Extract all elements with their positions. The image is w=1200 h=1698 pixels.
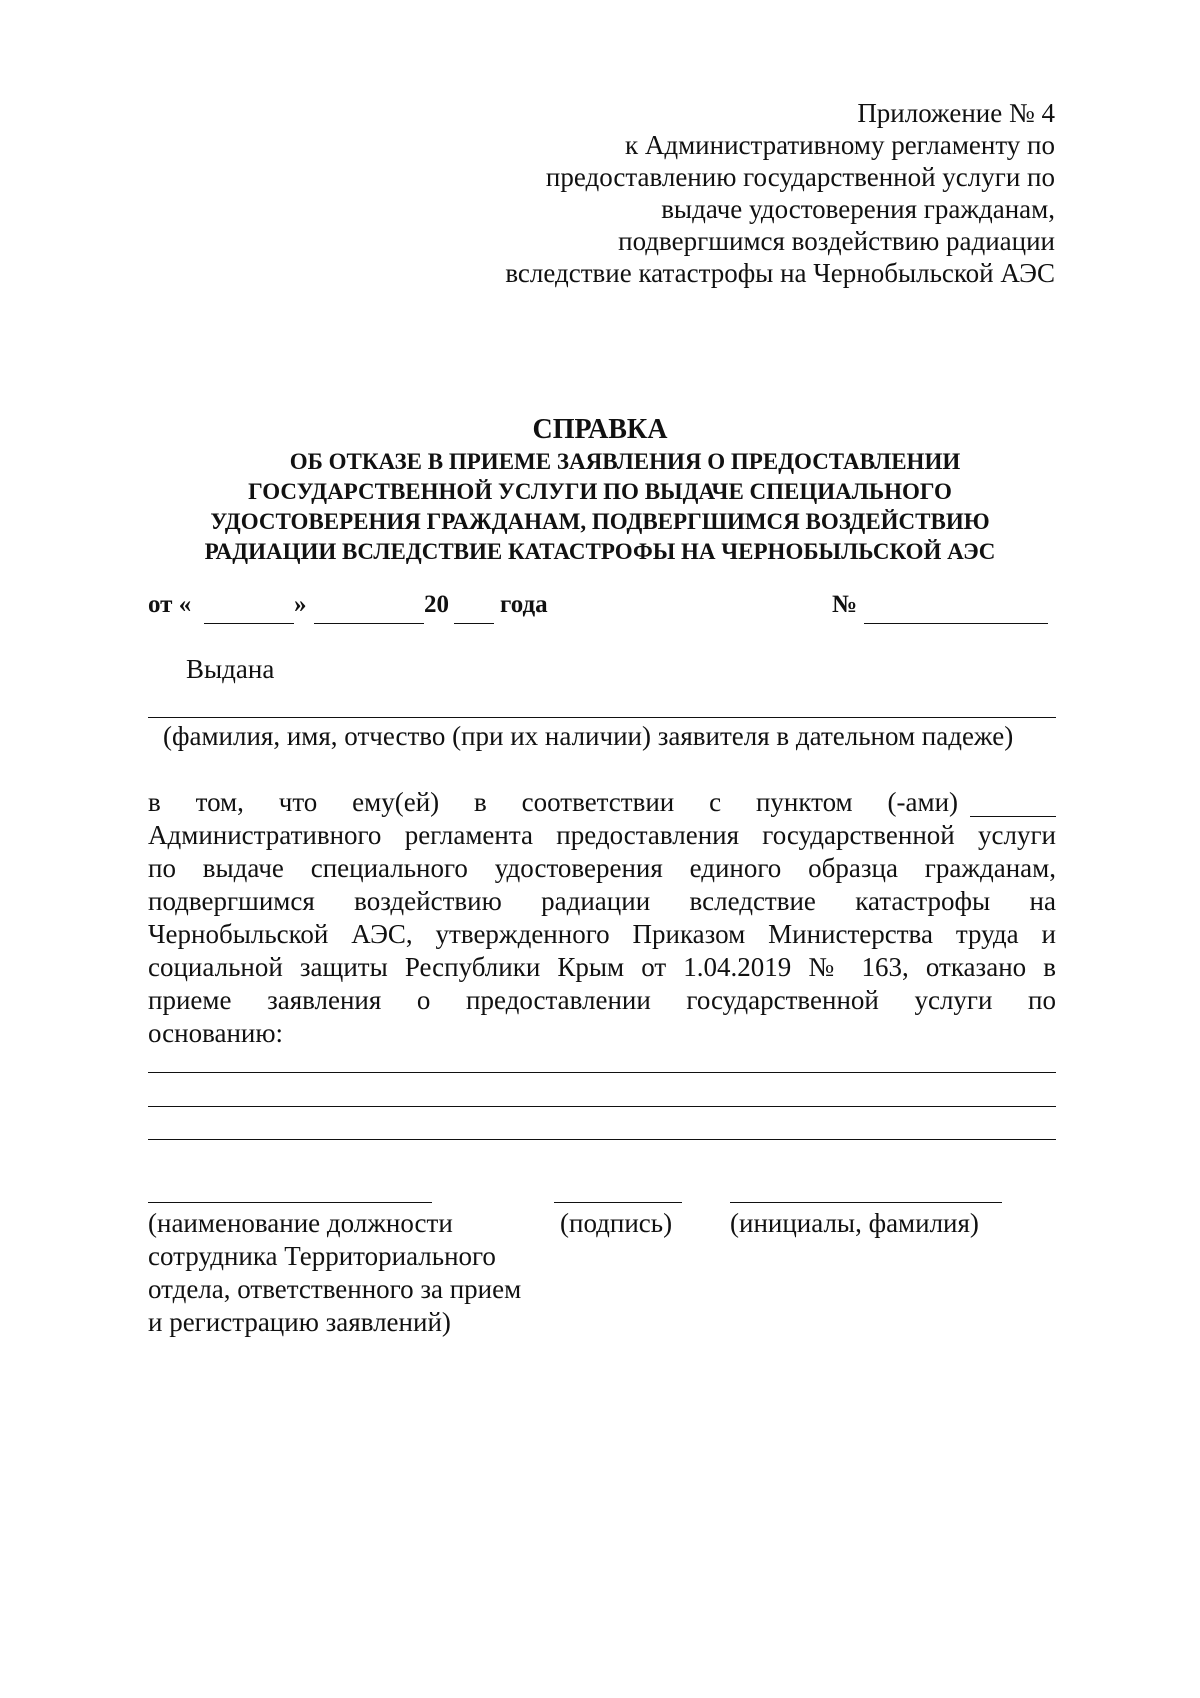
year-prefix: 20: [424, 591, 449, 618]
year-suffix: года: [500, 591, 548, 618]
position-field[interactable]: [148, 1202, 432, 1203]
reason-line-1[interactable]: [148, 1072, 1056, 1073]
body-word: с: [709, 787, 722, 817]
body-word: что: [278, 787, 318, 817]
title-line-1: ОБ ОТКАЗЕ В ПРИЕМЕ ЗАЯВЛЕНИЯ О ПРЕДОСТАВЛЕНИИ: [289, 449, 961, 474]
body-line-8: основанию:: [148, 1018, 284, 1048]
header-line-4: выдаче удостоверения гражданам,: [661, 194, 1055, 224]
number-label: №: [832, 591, 858, 618]
body-line-6: социальной защиты Республики Крым от 1.04.2019 № 163, отказано в: [148, 952, 1056, 982]
body-word: ему(ей): [352, 787, 440, 817]
body-word: пунктом: [755, 787, 853, 817]
body-line-2: Административного регламента предоставления государственной услуги: [148, 820, 1056, 850]
body-word: соответствии: [521, 787, 675, 817]
name-caption: (инициалы, фамилия): [730, 1208, 979, 1238]
body-line-5: Чернобыльской АЭС, утвержденного Приказом Министерства труда и: [148, 919, 1056, 949]
number-field[interactable]: [864, 623, 1048, 624]
title-line-2: ГОСУДАРСТВЕННОЙ УСЛУГИ ПО ВЫДАЧЕ СПЕЦИАЛЬНОГО: [248, 479, 952, 504]
day-field[interactable]: [204, 623, 294, 624]
body-line-4: подвергшимся воздействию радиации вследствие катастрофы на: [148, 886, 1056, 916]
title-main: СПРАВКА: [532, 414, 668, 445]
signature-caption: (подпись): [560, 1208, 673, 1238]
position-caption-line-3: отдела, ответственного за прием: [148, 1274, 522, 1304]
year-field[interactable]: [454, 623, 494, 624]
signature-field[interactable]: [554, 1202, 682, 1203]
body-word: в: [474, 787, 487, 817]
body-word: том,: [195, 787, 244, 817]
body-line-3: по выдаче специального удостоверения единого образца гражданам,: [148, 853, 1056, 883]
date-close-quote: »: [294, 591, 307, 618]
header-line-6: вследствие катастрофы на Чернобыльской АЭС: [505, 258, 1055, 288]
header-line-3: предоставлению государственной услуги по: [545, 162, 1055, 192]
position-caption-line-2: сотрудника Территориального: [148, 1241, 496, 1271]
date-from-label: от «: [148, 591, 192, 618]
title-line-3: УДОСТОВЕРЕНИЯ ГРАЖДАНАМ, ПОДВЕРГШИМСЯ ВОЗДЕЙСТВИЮ: [210, 509, 990, 534]
body-line-1: [148, 786, 958, 819]
body-word: в: [148, 787, 161, 817]
header-line-5: подвергшимся воздействию радиации: [618, 226, 1055, 256]
header-line-2: к Административному регламенту по: [624, 130, 1055, 160]
name-field[interactable]: [730, 1202, 1002, 1203]
position-caption-line-1: (наименование должности: [148, 1208, 453, 1238]
applicant-caption: (фамилия, имя, отчество (при их наличии) заявителя в дательном падеже): [163, 721, 1014, 751]
reason-line-2[interactable]: [148, 1106, 1056, 1107]
reason-line-3[interactable]: [148, 1139, 1056, 1140]
body-line-7: приеме заявления о предоставлении государственной услуги по: [148, 985, 1056, 1015]
issued-label: Выдана: [186, 654, 275, 684]
month-field[interactable]: [314, 623, 424, 624]
applicant-name-field[interactable]: [148, 717, 1056, 718]
clause-number-field[interactable]: [970, 816, 1056, 817]
body-word: (-ами): [887, 787, 959, 817]
position-caption-line-4: и регистрацию заявлений): [148, 1307, 451, 1337]
header-line-1: Приложение № 4: [857, 98, 1055, 128]
title-line-4: РАДИАЦИИ ВСЛЕДСТВИЕ КАТАСТРОФЫ НА ЧЕРНОБЫЛЬСКОЙ АЭС: [204, 539, 996, 564]
